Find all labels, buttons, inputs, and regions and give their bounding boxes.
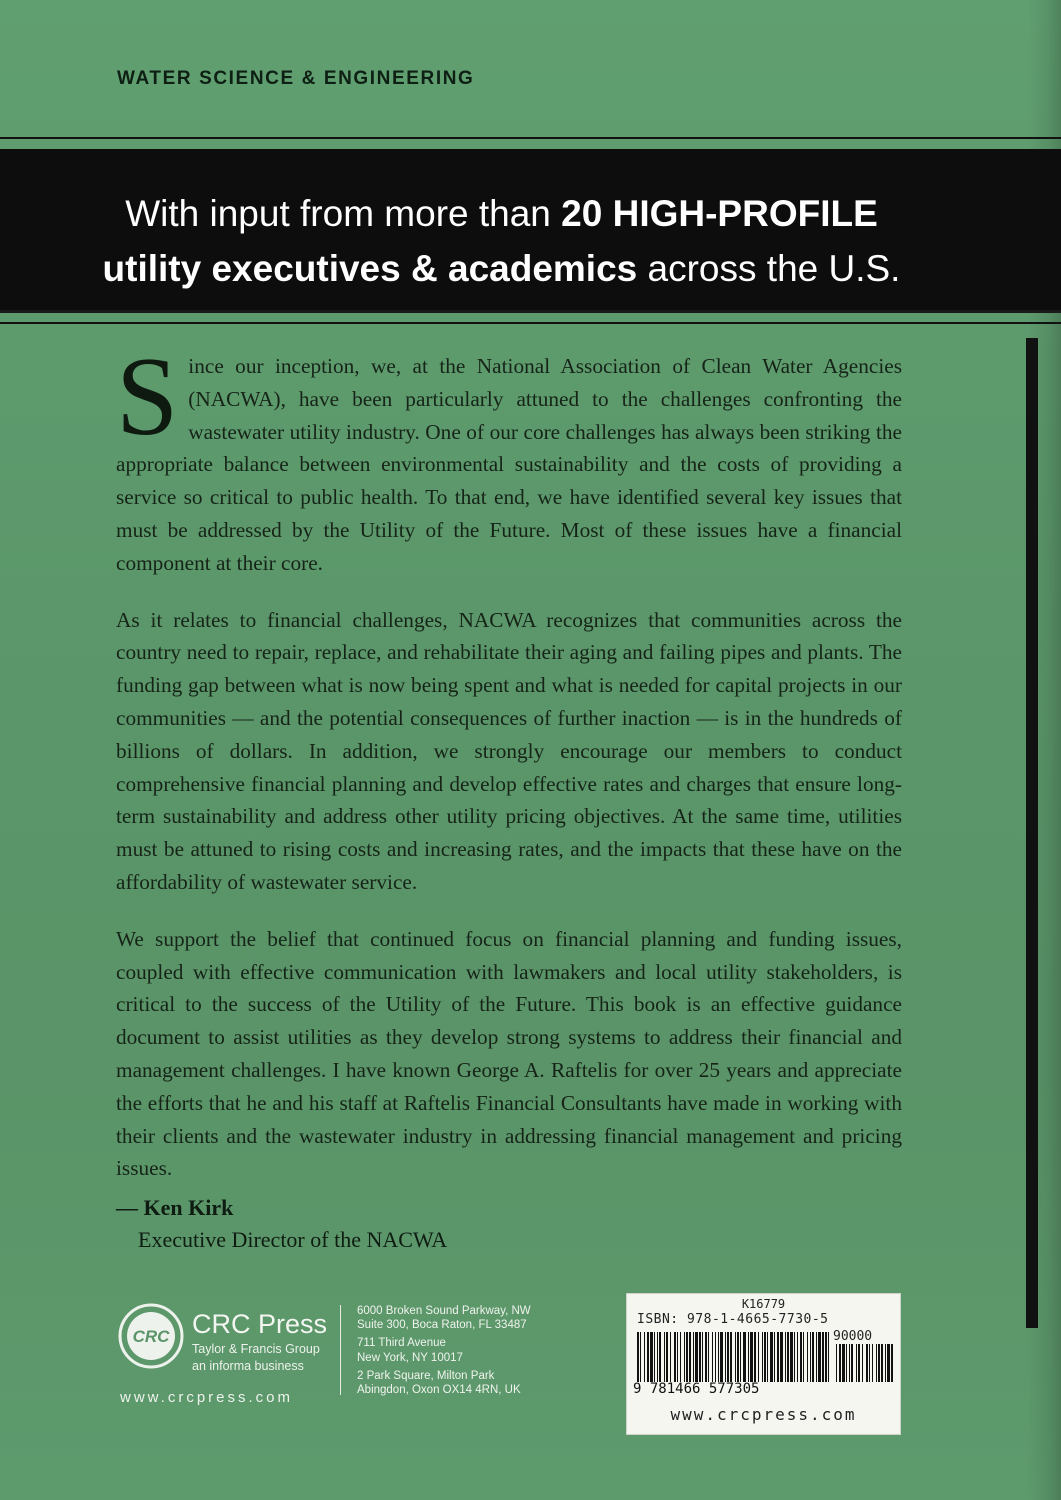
address-line: Suite 300, Boca Raton, FL 33487 — [357, 1319, 527, 1332]
publisher-name: CRC Press — [192, 1309, 328, 1339]
address-line: Abingdon, Oxon OX14 4RN, UK — [357, 1384, 521, 1397]
quote-paragraph-2: As it relates to financial challenges, NACWA recognizes that communities across the country need to repair, replace, and rehabilitate their aging and failing pipes and plants. The funding gap between what is now being spent and what is needed for capital projects in our communities — and the potential consequences of further inaction — is in the hundreds of billions of dollars. In addition, we strongly encourage our members to conduct comprehensive financial planning and develop effective rates and charges that ensure long-term sustainability and address other utility pricing objectives. At the same time, utilities must be attuned to rising costs and increasing rates, and the impacts that these have on the affordability of wastewater service. — [116, 607, 902, 894]
barcode-label — [626, 1293, 901, 1435]
publisher-addresses — [357, 1304, 531, 1397]
publisher-tagline: an informa business — [192, 1359, 304, 1373]
barcode-icon — [637, 1332, 895, 1382]
endorsement-quote — [116, 335, 902, 1209]
address-line: 711 Third Avenue — [357, 1337, 446, 1350]
publisher-website[interactable]: www.crcpress.com — [120, 1389, 294, 1406]
barcode-number: 9 781466 577305 — [633, 1381, 760, 1397]
crc-logo-icon — [118, 1303, 184, 1369]
signature-title: Executive Director of the NACWA — [138, 1227, 448, 1252]
barcode-website: www.crcpress.com — [670, 1405, 857, 1424]
publisher-divider — [340, 1305, 341, 1395]
quote-paragraph-3: We support the belief that continued focus on financial planning and funding issues, coupled with effective communication with lawmakers and local utility stakeholders, is critical to the success of the Utility of the Future. This book is an effective guidance document to assist utilities as they develop strong systems to address their financial and management challenges. I have known George A. Raftelis for over 25 years and appreciate the efforts that he and his staff at Raftelis Financial Consultants have made in working with their clients and the wastewater industry in addressing financial management and pricing issues. — [116, 926, 902, 1181]
drop-cap: S — [116, 335, 179, 459]
crc-logo-text: CRC — [132, 1327, 170, 1346]
signature — [116, 1192, 447, 1256]
headline — [0, 186, 1003, 296]
decorative-side-bar — [1026, 338, 1038, 1328]
quote-paragraph-1: Since our inception, we, at the National Association of Clean Water Agencies (NACWA), have been particularly attuned to the challenges confronting the wastewater utility industry. One of our core challenges has always been striking the appropriate balance between environmental sustainability and the costs of providing a service so critical to public health. To that end, we have identified several key issues that must be addressed by the Utility of the Future. Most of these issues have a financial component at their core. — [116, 335, 902, 575]
headline-line-1: With input from more than 20 HIGH-PROFILE — [125, 193, 878, 234]
series-label: WATER SCIENCE & ENGINEERING — [117, 68, 475, 89]
product-code: K16779 — [741, 1297, 786, 1311]
isbn: ISBN: 978-1-4665-7730-5 — [637, 1312, 829, 1327]
signature-name: — Ken Kirk — [116, 1195, 234, 1220]
publisher-group: Taylor & Francis Group — [192, 1342, 320, 1356]
address-line: 2 Park Square, Milton Park — [357, 1369, 495, 1382]
headline-line-2: utility executives & academics across the U.S. — [102, 248, 901, 289]
address-line: 6000 Broken Sound Parkway, NW — [357, 1305, 531, 1317]
address-line: New York, NY 10017 — [357, 1351, 463, 1364]
publisher-group-block — [192, 1341, 320, 1375]
price-code: 90000 — [833, 1329, 873, 1344]
